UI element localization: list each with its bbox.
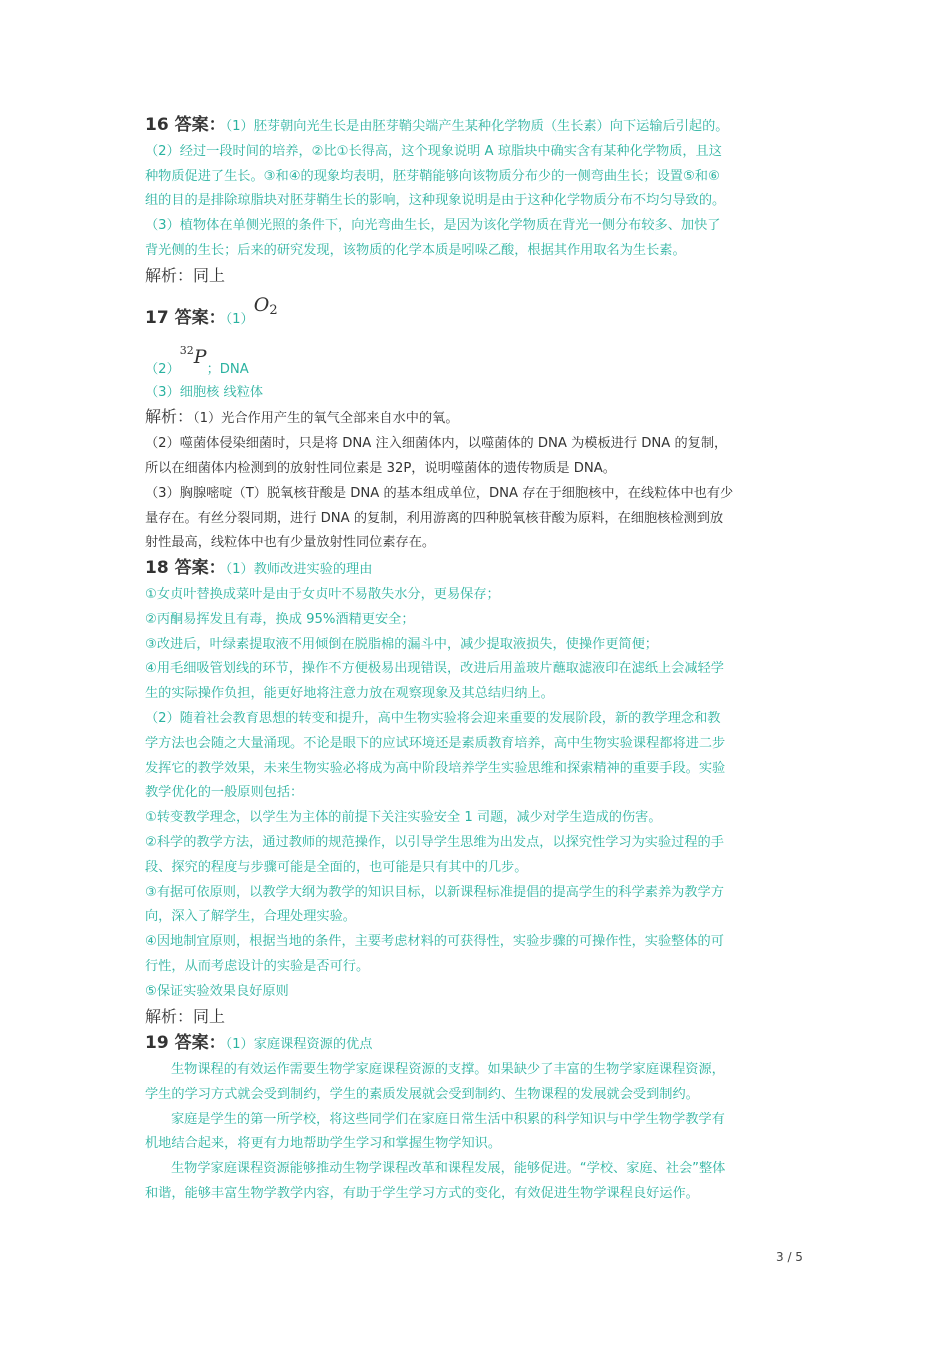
q19-paragraph-line: 生物学家庭课程资源能够推动生物学课程改革和课程发展，能够促进。“学校、家庭、社会”整体 [171,1161,726,1177]
q17-answer-line [145,291,810,335]
q19-paragraph-line: 学生的学习方式就会受到制约，学生的素质发展就会受到制约、生物课程的发展就会受到制约。 [145,1086,699,1102]
q18-answer-line: 向，深入了解学生，合理处理实验。 [145,909,356,925]
q18-answer-line: ②科学的教学方法，通过教师的规范操作，以引导学生思维为出发点，以探究性学习为实验过程的手 [145,834,724,850]
q19-answer-line [145,1031,810,1058]
q18-answer-line: ③有据可依原则，以教学大纲为教学的知识目标，以新课程标准提倡的提高学生的科学素养为教学方 [145,884,724,900]
q18-answer-line: ④用毛细吸管划线的环节，操作不方便极易出现错误，改进后用盖玻片蘸取滤液印在滤纸上会减轻学 [145,661,724,677]
q17-analysis-line: （3）胸腺嘧啶（T）脱氧核苷酸是 DNA 的基本组成单位，DNA 存在于细胞核中，在线粒体中也有少 [145,485,734,501]
q18-answer-line: ①女贞叶替换成菜叶是由于女贞叶不易散失水分，更易保存； [145,586,500,602]
q16-answer-line: 组的目的是排除琼脂块对胚芽鞘生长的影响，这种现象说明是由于这种化学物质分布不均匀导致的。 [145,193,726,209]
q17-part2-text: ；DNA [206,361,249,377]
page-content [145,113,810,1207]
q17-analysis-first [145,405,810,432]
q16-heading: 16 答案： [145,115,226,135]
q18-heading: 18 答案： [145,558,226,579]
q19-paragraph-line: 机地结合起来，将更有力地帮助学生学习和掌握生物学知识。 [145,1136,502,1152]
q18-answer-line: 教学优化的一般原则包括： [145,785,304,801]
q18-answer-line [145,556,810,583]
q17-analysis-text: （1）光合作用产生的氧气全部来自水中的氧。 [193,411,459,427]
q17-analysis-line: 所以在细菌体内检测到的放射性同位素是 32P，说明噬菌体的遗传物质是 DNA。 [145,460,616,476]
oxygen-formula [254,294,278,316]
q18-answer-line: 发挥它的教学效果，未来生物实验必将成为高中阶段培养学生实验思维和探索精神的重要手段。实验 [145,760,726,776]
q16-answer-part1: （1）胚芽朝向光生长是由胚芽鞘尖端产生某种化学物质（生长素）向下运输后引起的。 [225,119,729,134]
page-number: 3 / 5 [776,1250,803,1264]
q17-analysis-line: 量存在。有丝分裂同期，进行 DNA 的复制，利用游离的四种脱氧核苷酸为原料，在细胞核检测到放 [145,510,724,526]
q17-part3: （3）细胞核 线粒体 [145,384,264,400]
q18-answer-line: 段、探究的程度与步骤可能是全面的，也可能是只有其中的几步。 [145,859,528,875]
oxygen-symbol: O [253,293,270,316]
q16-answer-line: （3）植物体在单侧光照的条件下，向光弯曲生长，是因为该化学物质在背光一侧分布较多、加快了 [145,218,721,234]
q19-heading: 19 答案： [145,1033,226,1054]
q18-answer-line: ④因地制宜原则，根据当地的条件，主要考虑材料的可获得性，实验步骤的可操作性，实验整体的可 [145,934,724,950]
q18-answer-line: 学方法也会随之大量涌现。不论是眼下的应试环境还是素质教育培养，高中生物实验课程都将进二步 [145,735,726,751]
q17-analysis-label: 解析： [145,407,194,427]
q17-analysis-line: 射性最高，线粒体中也有少量放射性同位素存在。 [145,535,436,551]
q17-analysis-line: （2）噬菌体侵染细菌时，只是将 DNA 注入细菌体内，以噬菌体的 DNA 为模板进行 DNA 的复制， [145,436,728,452]
q18-analysis-label: 解析： [145,1006,194,1026]
q17-heading: 17 答案： [145,307,226,328]
q16-answer-line: 种物质促进了生长。③和④的现象均表明，胚芽鞘能够向该物质分布少的一侧弯曲生长；设置⑤和⑥ [145,168,720,184]
q18-answer-line: 行性，从而考虑设计的实验是否可行。 [145,958,370,974]
phosphorus-mass-number: 32 [179,343,194,357]
q18-answer-first: （1）教师改进实验的理由 [225,562,373,578]
q18-answer-line: ②丙酮易挥发且有毒，换成 95%酒精更安全； [145,611,415,627]
phosphorus-isotope [179,343,207,368]
q19-answer-first: （1）家庭课程资源的优点 [225,1037,373,1053]
q16-answer-line: （2）经过一段时间的培养，②比①长得高，这个现象说明 A 琼脂块中确实含有某种化学物质，且这 [145,143,722,159]
q18-analysis-text: 同上 [193,1006,226,1026]
q17-part2-number: （2） [145,361,180,377]
q16-analysis-text: 同上 [193,265,226,285]
q17-part2-line [145,335,810,375]
q17-part1-number: （1） [225,311,254,327]
q18-answer-line: （2）随着社会教育思想的转变和提升，高中生物实验将会迎来重要的发展阶段，新的教学理念和教 [145,710,721,726]
q18-answer-line: ③改进后，叶绿素提取液不用倾倒在脱脂棉的漏斗中，减少提取液损失，使操作更简便； [145,636,658,652]
oxygen-subscript: 2 [269,302,278,318]
q16-answer-line [145,113,810,140]
phosphorus-symbol: P [193,345,207,368]
q16-analysis-label: 解析： [145,265,194,285]
q19-paragraph-line: 和谐，能够丰富生物学教学内容，有助于学生学习方式的变化，有效促进生物学课程良好运作。 [145,1186,699,1202]
q18-answer-line: ⑤保证实验效果良好原则 [145,983,289,999]
q19-paragraph-line: 家庭是学生的第一所学校，将这些同学们在家庭日常生活中积累的科学知识与中学生物学教学有 [171,1111,725,1127]
q16-analysis [145,264,810,291]
q19-paragraph-line: 生物课程的有效运作需要生物学家庭课程资源的支撑。如果缺少了丰富的生物学家庭课程资源， [171,1062,725,1078]
q18-answer-line: ①转变教学理念，以学生为主体的前提下关注实验安全 1 司题，减少对学生造成的伤害。 [145,810,662,826]
q16-answer-line: 背光侧的生长；后来的研究发现，该物质的化学本质是吲哚乙酸，根据其作用取名为生长素。 [145,242,686,258]
q18-analysis [145,1005,810,1032]
q18-answer-line: 生的实际操作负担，能更好地将注意力放在观察现象及其总结归纳上。 [145,686,554,702]
